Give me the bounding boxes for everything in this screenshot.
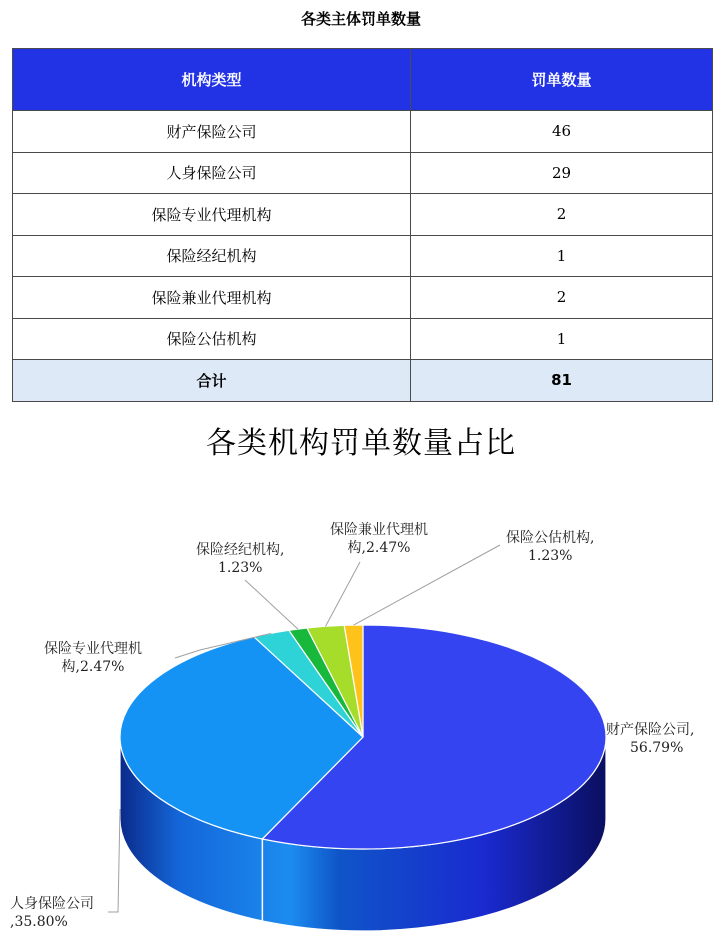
table-title: 各类主体罚单数量	[300, 10, 421, 28]
cell-count: 29	[411, 152, 713, 194]
slice-label: 保险经纪机构, 1.23%	[196, 542, 285, 576]
cell-type: 保险公估机构	[13, 318, 411, 360]
cell-count: 2	[411, 277, 713, 319]
header-count: 罚单数量	[411, 49, 713, 111]
slice-label: 保险专业代理机 构,2.47%	[44, 641, 142, 675]
cell-type: 财产保险公司	[13, 111, 411, 153]
total-value: 81	[411, 360, 713, 402]
cell-type: 人身保险公司	[13, 152, 411, 194]
cell-count: 46	[411, 111, 713, 153]
cell-type: 保险专业代理机构	[13, 194, 411, 236]
total-label: 合计	[13, 360, 411, 402]
leader-line	[326, 562, 360, 626]
leader-line	[108, 809, 120, 912]
slice-label: 保险公估机构, 1.23%	[506, 530, 595, 564]
cell-count: 2	[411, 194, 713, 236]
leader-line	[354, 545, 500, 625]
leader-line	[245, 580, 298, 629]
cell-type: 保险兼业代理机构	[13, 277, 411, 319]
slice-label: 保险兼业代理机 构,2.47%	[330, 522, 428, 556]
header-type: 机构类型	[13, 49, 411, 111]
cell-type: 保险经纪机构	[13, 235, 411, 277]
slice-label: 财产保险公司, 56.79%	[606, 722, 695, 756]
cell-count: 1	[411, 318, 713, 360]
slice-label: 人身保险公司 ,35.80%	[10, 896, 94, 930]
chart-title: 各类机构罚单数量占比	[206, 426, 516, 461]
cell-count: 1	[411, 235, 713, 277]
